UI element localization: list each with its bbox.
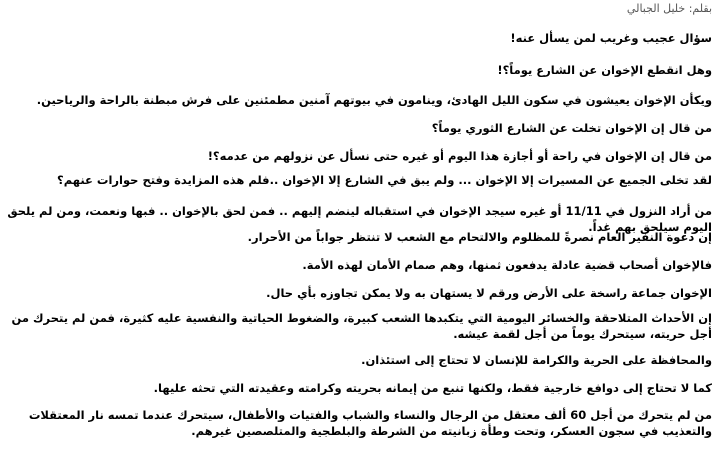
paragraph-13: كما لا تحتاج إلى دوافع خارجية فقط، ولكنها تنبع من إيمانه بحريته وكرامته وعقيدته التي تحثه عليها. bbox=[153, 381, 712, 395]
paragraph-4: من قال إن الإخوان تخلت عن الشارع الثوري يوماً؟ bbox=[431, 121, 712, 135]
paragraph-9: فالإخوان أصحاب قضية عادلة يدفعون ثمنها، وهم صمام الأمان لهذه الأمة. bbox=[302, 258, 712, 272]
byline: بقلم: خليل الجبالي bbox=[626, 2, 712, 15]
paragraph-7: من أراد النزول في 11/11 أو غيره سيجد الإخوان في استقباله لينضم إليهم .. فمن لحق بالإخوان .. فبها ونعمت، ومن لم يلحق اليوم سيلحق بهم غداً. bbox=[7, 204, 712, 234]
paragraph-10: الإخوان جماعة راسخة على الأرض ورقم لا يستهان به ولا يمكن تجاوزه بأي حال. bbox=[266, 286, 712, 300]
paragraph-11: إن الأحداث المتلاحقة والخسائر اليومية التي يتكبدها الشعب كبيرة، والضغوط الحياتية والنفسية عليه كثيرة، فمن لم يتحرك من أجل حريته، سيتحرك يوماً من أجل لقمة عيشه. bbox=[11, 311, 712, 341]
paragraph-6: لقد تخلى الجميع عن المسيرات إلا الإخوان ... ولم يبق في الشارع إلا الإخوان ..فلم هذه المزايدة وفتح حوارات عنهم؟ bbox=[57, 173, 712, 187]
paragraph-3: ويكأن الإخوان يعيشون في سكون الليل الهادئ، وينامون في بيوتهم آمنين مطمئنين على فرش مبطنة بالراحة والرياحين. bbox=[36, 93, 712, 107]
paragraph-5: من قال إن الإخوان في راحة أو أجازة هذا اليوم أو غيره حتى نسأل عن نزولهم من عدمه؟! bbox=[207, 149, 712, 163]
paragraph-12: والمحافظة على الحرية والكرامة للإنسان لا تحتاج إلى استئذان. bbox=[361, 353, 712, 367]
paragraph-8: إن دعوة النفير العام نصرةً للمظلوم والالتحام مع الشعب لا تنتظر جواباً من الأحرار. bbox=[247, 230, 712, 244]
paragraph-1: سؤال عجيب وغريب لمن يسأل عنه! bbox=[510, 31, 712, 45]
paragraph-2: وهل انقطع الإخوان عن الشارع يوماً؟! bbox=[497, 63, 712, 77]
paragraph-14: من لم يتحرك من أجل 60 ألف معتقل من الرجال والنساء والشباب والفتيات والأطفال، سيتحرك عندما تمسه نار المعتقلات والتعذيب في سجون العسكر، وتحت وطأة زبانيته من الشرطة والبلطجية والمتلصصين غيرهم. bbox=[28, 408, 712, 438]
